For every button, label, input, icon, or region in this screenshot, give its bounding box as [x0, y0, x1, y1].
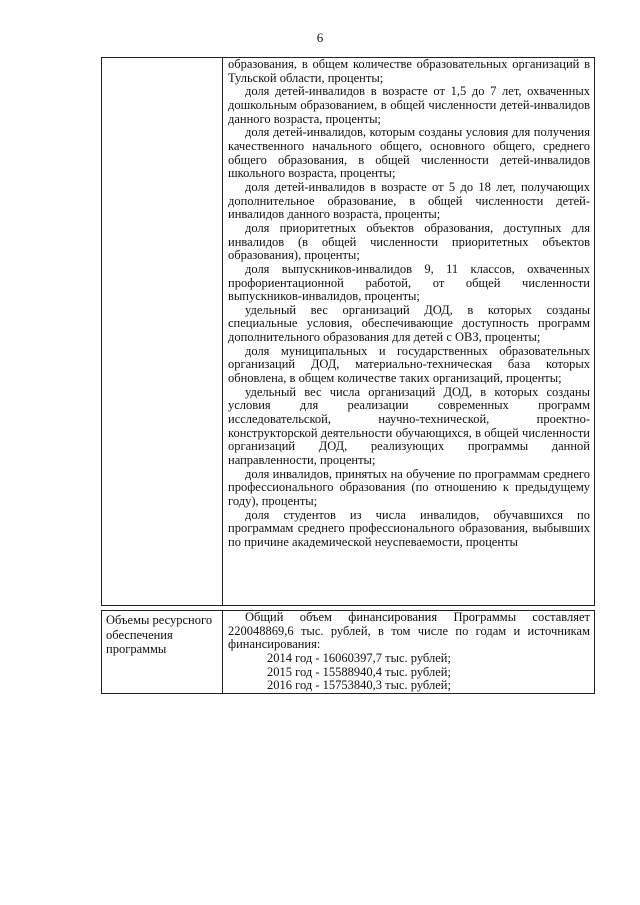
- indicator-item: доля детей-инвалидов, которым созданы условия для получения качественного начального общего, основного общего, среднего общего образования, в общей численности детей-инвалидов школьного возраста, проценты;: [228, 125, 590, 181]
- resources-label: Объемы ресурсного обеспечения программы: [102, 611, 223, 694]
- indicator-item: доля приоритетных объектов образования, доступных для инвалидов (в общей численности приоритетных объектов образования), проценты;: [228, 220, 590, 263]
- indicator-item: удельный вес числа организаций ДОД, в которых созданы условия для реализации современных программ исследовательской, научно-технической, проектно-конструкторской деятельности обучающихся, в общей численности организаций ДОД, реализующих программы данной направленности, проценты;: [228, 384, 590, 468]
- indicators-label-cell: [102, 58, 223, 606]
- indicator-item: доля выпускников-инвалидов 9, 11 классов, охваченных профориентационной работой, от общей численности выпускников-инвалидов, проценты;: [228, 261, 590, 304]
- indicator-item: доля студентов из числа инвалидов, обучавшихся по программам среднего профессионального образования, выбывших по причине академической неуспеваемости, проценты: [228, 507, 590, 549]
- resources-cell: [223, 611, 595, 694]
- indicators-table: [101, 57, 595, 606]
- funding-year-2015: 2015 год - 15588940,4 тыс. рублей;: [267, 664, 451, 679]
- funding-year-2014: 2014 год - 16060397,7 тыс. рублей;: [267, 650, 451, 665]
- indicator-item: доля детей-инвалидов в возрасте от 1,5 до 7 лет, охваченных дошкольным образованием, в общей численности детей-инвалидов данного возраста, проценты;: [228, 84, 590, 126]
- indicator-item: доля инвалидов, принятых на обучение по программам среднего профессионального образования (по отношению к предыдущему году), проценты;: [228, 466, 590, 508]
- resources-intro: Общий объем финансирования Программы составляет 220048869,6 тыс. рублей, в том числе по годам и источникам финансирования:: [228, 610, 590, 652]
- funding-year-2016: 2016 год - 15753840,3 тыс. рублей;: [267, 678, 451, 693]
- indicator-item: удельный вес организаций ДОД, в которых созданы специальные условия, обеспечивающие доступность программ дополнительного образования для детей с ОВЗ, проценты;: [228, 302, 590, 345]
- indicator-item: образования, в общем количестве образовательных организаций в Тульской области, проценты;: [228, 57, 590, 85]
- page-number: 6: [316, 30, 324, 45]
- indicator-item: доля детей-инвалидов в возрасте от 5 до 18 лет, получающих дополнительное образование, в общей численности детей-инвалидов данного возраста, проценты;: [228, 179, 590, 222]
- resources-table: [101, 610, 595, 694]
- indicator-item: доля муниципальных и государственных образовательных организаций ДОД, материально-техническая база которых обновлена, в общем количестве таких организаций, проценты;: [228, 343, 590, 386]
- indicators-cell: [223, 58, 595, 606]
